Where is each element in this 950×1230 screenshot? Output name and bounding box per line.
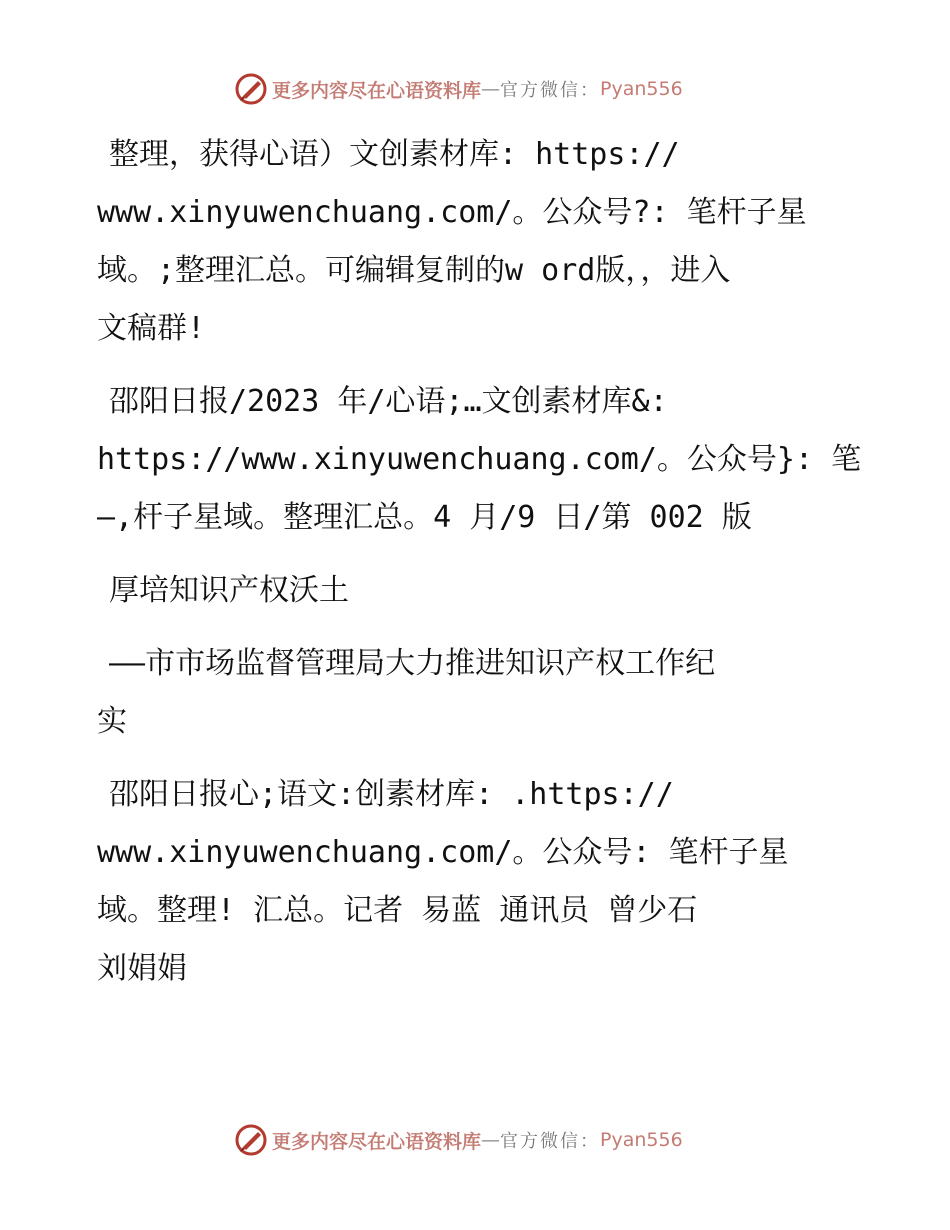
text-line: 域。整理! 汇总。记者 易蓝 通讯员 曾少石 xyxy=(97,893,698,928)
watermark-separator: — xyxy=(481,78,501,100)
text-line: 邵阳日报/2023 年/心语;…文创素材库&: xyxy=(109,384,668,419)
text-line: —,杆子星域。整理汇总。4 月/9 日/第 002 版 xyxy=(97,500,752,535)
title-line: 厚培知识产权沃土 xyxy=(109,573,349,608)
document-body xyxy=(97,126,862,1013)
watermark-wechat-id: Pyan556 xyxy=(600,1129,683,1151)
intro-paragraph xyxy=(97,126,857,358)
byline-paragraph xyxy=(97,766,857,998)
article-subtitle xyxy=(97,635,857,751)
text-line: 刘娟娟 xyxy=(97,951,187,986)
text-line: 邵阳日报心;语文:创素材库: .https:// xyxy=(109,777,674,812)
quill-pen-logo-icon xyxy=(234,72,268,106)
text-line: www.xinyuwenchuang.com/。公众号: 笔杆子星 xyxy=(97,835,789,870)
quill-pen-logo-icon xyxy=(234,1123,268,1157)
text-line: https://www.xinyuwenchuang.com/。公众号}: 笔 xyxy=(97,442,862,477)
watermark-separator: — xyxy=(481,1129,501,1151)
watermark-wechat-label: 官方微信： xyxy=(500,80,601,101)
footer-watermark xyxy=(234,1123,683,1157)
subtitle-line: ——市市场监督管理局大力推进知识产权工作纪 xyxy=(109,646,716,681)
watermark-wechat-id: Pyan556 xyxy=(600,78,683,100)
watermark-text: 更多内容尽在心语资料库 xyxy=(272,79,482,102)
header-watermark xyxy=(234,72,683,106)
article-title xyxy=(97,562,857,620)
subtitle-line: 实 xyxy=(97,704,127,739)
text-line: 域。;整理汇总。可编辑复制的w ord版，，进入 xyxy=(97,253,731,288)
watermark-text: 更多内容尽在心语资料库 xyxy=(272,1130,482,1153)
text-line: 整理，获得心语）文创素材库: https:// xyxy=(109,137,680,172)
text-line: 文稿群! xyxy=(97,311,206,346)
source-paragraph xyxy=(97,373,862,547)
watermark-wechat-label: 官方微信： xyxy=(500,1131,601,1152)
text-line: www.xinyuwenchuang.com/。公众号?: 笔杆子星 xyxy=(97,195,807,230)
